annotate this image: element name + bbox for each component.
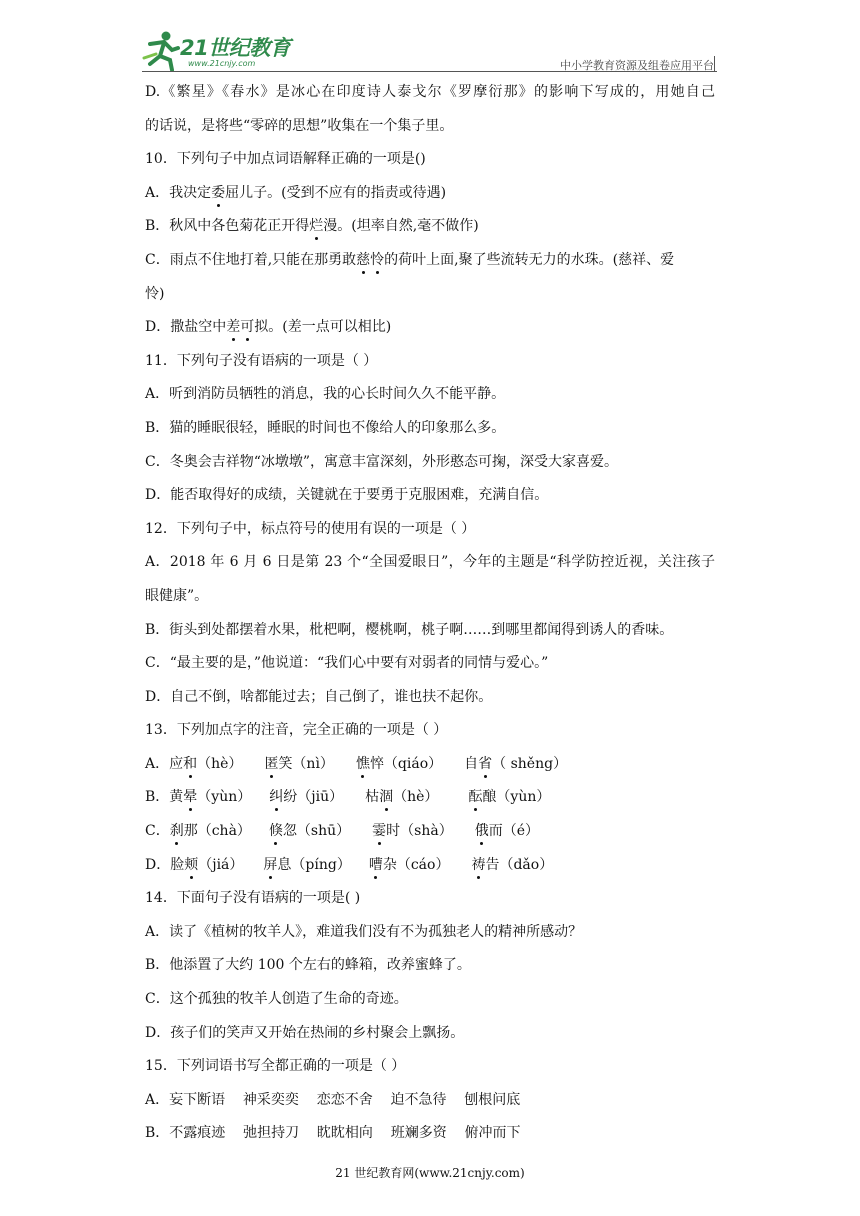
- emphasis-char: 和: [183, 755, 198, 772]
- page-footer: 21 世纪教育网(www.21cnjy.com): [335, 1166, 525, 1180]
- emphasis-char: 委: [211, 184, 226, 201]
- question-12-option-b: B．街头到处都摆着水果，枇杷啊，樱桃啊，桃子啊……到哪里都闻得到诱人的香味。: [145, 621, 674, 638]
- emphasis-char: 颊: [184, 856, 199, 873]
- question-13-option-a: A．应和（hè） 匿笑（nì） 憔悴（qiáo） 自省（ shěng）: [145, 755, 568, 772]
- header-divider-mark: [714, 56, 715, 72]
- question-12-option-a-line-1: A．2018 年 6 月 6 日是第 23 个“全国爱眼日”，今年的主题是“科学防控近视，关注孩子: [145, 554, 715, 571]
- question-12-option-c: C．“最主要的是，”他说道：“我们心中要有对弱者的同情与爱心。”: [145, 655, 549, 672]
- question-12-option-a-line-2: 眼健康”。: [145, 587, 209, 604]
- question-9-option-d-line-1: D.《繁星》《春水》是冰心在印度诗人泰戈尔《罗摩衍那》的影响下写成的，用她自己: [145, 84, 715, 100]
- question-14-option-b: B．他添置了大约 100 个左右的蜂箱，改养蜜蜂了。: [145, 957, 471, 974]
- emphasis-char: 省: [478, 755, 493, 772]
- question-11-option-a: A．听到消防员牺牲的消息，我的心长时间久久不能平静。: [145, 386, 506, 403]
- question-10-option-c-line-1: C．雨点不住地打着,只能在那勇敢慈怜的荷叶上面,聚了些流转无力的水珠。(慈祥、爱: [145, 251, 675, 268]
- question-15-option-b: B．不露痕迹 弛担持刀 眈眈相向 班斓多资 俯冲而下: [145, 1125, 521, 1142]
- question-10-option-a: A．我决定委屈儿子。(受到不应有的指责或待遇): [145, 184, 447, 201]
- question-13-stem: 13．下列加点字的注音，完全正确的一项是（ ）: [145, 722, 448, 739]
- emphasis-char: 刹: [169, 823, 184, 840]
- question-14-option-d: D．孩子们的笑声又开始在热闹的乡村聚会上飘扬。: [145, 1024, 465, 1041]
- question-15-stem: 15．下列词语书写全都正确的一项是（ ）: [145, 1058, 406, 1075]
- platform-tagline: 中小学教育资源及组卷应用平台: [560, 59, 714, 72]
- emphasis-char: 晕: [183, 789, 198, 806]
- question-11-option-c: C．冬奥会吉祥物“冰墩墩”，寓意丰富深刻，外形憨态可掬，深受大家喜爱。: [145, 453, 619, 470]
- question-13-option-c: C．刹那（chà） 倏忽（shū） 霎时（shà） 俄而（é）: [145, 823, 540, 840]
- emphasis-char: 祷: [471, 856, 486, 873]
- emphasis-char: 差: [226, 319, 241, 336]
- emphasis-char: 酝: [468, 789, 483, 806]
- question-14-option-a: A．读了《植树的牧羊人》，难道我们没有不为孤独老人的精神所感动？: [145, 923, 583, 940]
- emphasis-char: 嘈: [368, 856, 383, 873]
- emphasis-char: 烂: [309, 218, 324, 235]
- question-12-option-d: D．自己不倒，啥都能过去；自己倒了，谁也扶不起你。: [145, 688, 493, 705]
- question-11-stem: 11．下列句子没有语病的一项是（ ）: [145, 352, 378, 369]
- question-15-option-a: A．妄下断语 神采奕奕 恋恋不舍 迫不急待 刨根问底: [145, 1091, 521, 1108]
- document-body: [145, 82, 715, 1157]
- emphasis-char: 匿: [264, 755, 279, 772]
- question-13-option-b: B．黄晕（yùn） 纠纷（jiū） 枯涸（hè） 酝酿（yùn）: [145, 789, 551, 806]
- question-10-option-b: B．秋风中各色菊花正开得烂漫。(坦率自然,毫不做作): [145, 218, 479, 235]
- header-rule: [142, 71, 717, 72]
- emphasis-char: 屏: [263, 856, 278, 873]
- question-10-option-c-line-2: 怜): [145, 285, 165, 302]
- question-11-option-b: B．猫的睡眠很轻，睡眠的时间也不像给人的印象那么多。: [145, 419, 506, 436]
- question-10-stem: 10．下列句子中加点词语解释正确的一项是(): [145, 151, 426, 168]
- emphasis-char: 涸: [379, 789, 394, 806]
- emphasis-char: 俄: [474, 823, 489, 840]
- question-14-stem: 14．下面句子没有语病的一项是( ): [145, 890, 361, 907]
- emphasis-char: 可: [240, 319, 255, 336]
- runner-logo-icon: [142, 30, 182, 72]
- emphasis-char: 怜: [370, 251, 385, 268]
- question-9-option-d-line-2: 的话说，是将些“零碎的思想”收集在一个集子里。: [145, 117, 454, 134]
- logo-url: www.21cnjy.com: [188, 59, 256, 68]
- emphasis-char: 倏: [268, 823, 283, 840]
- question-11-option-d: D．能否取得好的成绩，关键就在于要勇于克服困难，充满自信。: [145, 487, 549, 504]
- question-13-option-d: D．脸颊（jiá） 屏息（píng） 嘈杂（cáo） 祷告（dǎo）: [145, 856, 554, 873]
- question-12-stem: 12．下列句子中，标点符号的使用有误的一项是（ ）: [145, 520, 476, 537]
- page-header: [0, 0, 860, 80]
- emphasis-char: 纠: [269, 789, 284, 806]
- logo-text: 21世纪教育: [180, 36, 291, 60]
- emphasis-char: 霎: [372, 823, 387, 840]
- emphasis-char: 憔: [355, 755, 370, 772]
- question-10-option-d: D．撒盐空中差可拟。(差一点可以相比): [145, 319, 392, 336]
- emphasis-char: 慈: [356, 251, 371, 268]
- question-14-option-c: C．这个孤独的牧羊人创造了生命的奇迹。: [145, 991, 408, 1008]
